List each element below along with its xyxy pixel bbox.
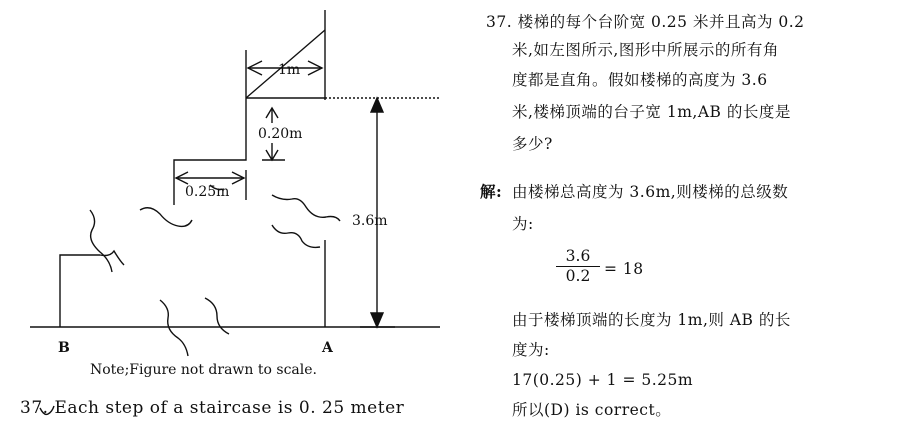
solution-line-2: 为: [512, 215, 534, 233]
solution-line-3: 由于楼梯顶端的长度为 1m,则 AB 的长 [512, 311, 791, 329]
label-1m: 1m [278, 62, 301, 78]
cn-question-line-1: 37. 楼梯的每个台阶宽 0.25 米并且高为 0.2 [486, 13, 805, 31]
break-squiggle-8 [205, 298, 229, 334]
break-squiggle-5 [272, 195, 340, 221]
cn-question-line-4: 米,楼梯顶端的台子宽 1m,AB 的长度是 [512, 103, 791, 121]
cn-question-line-2: 米,如左图所示,图形中所展示的所有角 [512, 41, 779, 59]
break-squiggle-7 [160, 300, 188, 356]
dim-36-arrow-top [371, 98, 383, 112]
break-squiggle-3 [140, 208, 192, 227]
bottom-left-step [60, 255, 100, 327]
figure-note: Note;Figure not drawn to scale. [90, 362, 317, 378]
solution-label: 解: [480, 182, 503, 201]
break-squiggle-1 [90, 210, 112, 272]
dim-36-arrow-bottom [371, 313, 383, 327]
label-025m: 0.25m [185, 184, 230, 200]
label-36m: 3.6m [352, 213, 388, 229]
label-A: A [322, 340, 333, 356]
solution-equation: 17(0.25) + 1 = 5.25m [512, 371, 694, 389]
fraction-result: = 18 [604, 260, 644, 278]
solution-conclusion: 所以(D) is correct。 [512, 401, 672, 419]
break-squiggle-2 [100, 251, 124, 265]
label-B: B [58, 340, 70, 356]
solution-line-1: 由楼梯总高度为 3.6m,则楼梯的总级数 [512, 183, 789, 201]
fraction [556, 247, 600, 286]
solution-line-4: 度为: [512, 341, 550, 359]
fraction-denominator: 0.2 [565, 267, 591, 285]
break-squiggle-6 [272, 225, 320, 247]
english-question: 37. Each step of a staircase is 0. 25 meter [20, 398, 405, 418]
label-020m: 0.20m [258, 126, 303, 142]
cn-question-line-3: 度都是直角。假如楼梯的高度为 3.6 [512, 71, 768, 89]
fraction-numerator: 3.6 [556, 247, 600, 267]
cn-question-line-5: 多少? [512, 135, 553, 153]
